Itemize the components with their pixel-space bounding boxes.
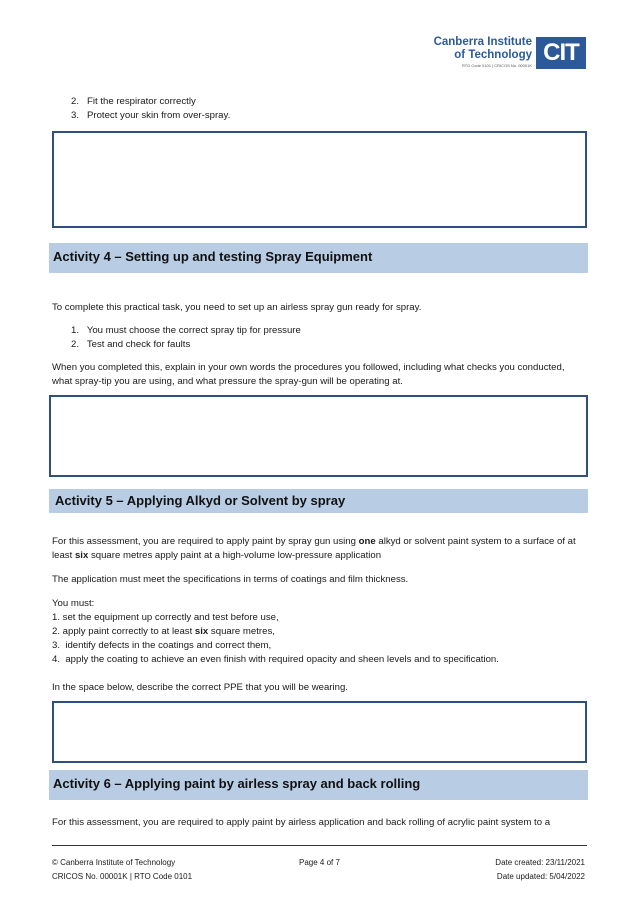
activity-5-must-3: 3. identify defects in the coatings and correct them, — [52, 640, 272, 651]
activity-5-para-1-line-2-a: least — [52, 550, 75, 561]
activity-4-heading-text: Activity 4 – Setting up and testing Spray Equipment — [53, 249, 373, 264]
activity-5-ppe-prompt: In the space below, describe the correct PPE that you will be wearing. — [52, 682, 348, 693]
activity-4-step-1: 1. You must choose the correct spray tip for pressure — [71, 325, 301, 336]
activity-5-para-2: The application must meet the specifications in terms of coatings and film thickness. — [52, 574, 409, 585]
activity-4-instruction-line-2: what spray-tip you are using, and what pressure the spray-gun will be operating at. — [52, 376, 403, 387]
activity-5-para-1-line-1-a: For this assessment, you are required to apply paint by spray gun using — [52, 536, 359, 547]
activity-5-must-2 — [52, 625, 275, 638]
activity-5-must-2-a: 2. apply paint correctly to at least — [52, 626, 195, 637]
activity-5-para-1-line-2 — [52, 549, 381, 562]
activity-6-intro: For this assessment, you are required to apply paint by airless application and back rolling of acrylic paint system to a — [52, 817, 551, 828]
footer-cricos: CRICOS No. 00001K | RTO Code 0101 — [52, 872, 193, 881]
activity-6-heading-text: Activity 6 – Applying paint by airless spray and back rolling — [53, 776, 421, 791]
activity-5-para-1-line-1-b: alkyd or solvent paint system to a surface of at — [375, 536, 576, 547]
answer-box-activity-5[interactable] — [52, 701, 587, 763]
footer-copyright: © Canberra Institute of Technology — [52, 858, 176, 867]
answer-box-activity-3[interactable] — [52, 131, 587, 228]
cit-logo — [430, 34, 590, 74]
activity-4-step-2: 2. Test and check for faults — [71, 339, 191, 350]
activity-5-para-1-line-1 — [52, 535, 576, 548]
activity-4-intro: To complete this practical task, you need to set up an airless spray gun ready for spray. — [52, 302, 422, 313]
footer-page-number: Page 4 of 7 — [299, 858, 340, 867]
logo-code-line: RTO Code 0101 | CRICOS No. 00001K — [461, 63, 532, 68]
activity-4-instruction-line-1: When you completed this, explain in your own words the procedures you followed, including what checks you conducted, — [52, 362, 565, 373]
intro-list-item-3: 3. Protect your skin from over-spray. — [71, 110, 231, 121]
activity-5-must-2-bold: six — [194, 626, 209, 637]
logo-line-1: Canberra Institute — [433, 36, 532, 48]
footer-rule — [52, 845, 587, 846]
footer-date-updated: Date updated: 5/04/2022 — [496, 872, 585, 881]
activity-6-heading — [49, 770, 588, 800]
activity-5-heading-text: Activity 5 – Applying Alkyd or Solvent by spray — [55, 493, 346, 508]
logo-mark — [536, 37, 586, 69]
answer-box-activity-4[interactable] — [49, 395, 588, 477]
activity-5-para-1-line-2-b: square metres apply paint at a high-volume low-pressure application — [88, 550, 382, 561]
activity-5-must-4: 4. apply the coating to achieve an even finish with required opacity and sheen levels and to specification. — [52, 654, 499, 665]
intro-list-item-2: 2. Fit the respirator correctly — [71, 96, 196, 107]
logo-line-2: of Technology — [454, 49, 532, 61]
activity-5-heading — [49, 489, 588, 513]
activity-5-para-1-line-2-bold: six — [74, 550, 89, 561]
logo-mark-text: CIT — [543, 39, 579, 66]
footer-date-created: Date created: 23/11/2021 — [495, 858, 585, 867]
activity-5-must-2-b: square metres, — [208, 626, 275, 637]
activity-4-heading — [49, 243, 588, 273]
activity-5-must-label: You must: — [52, 598, 95, 609]
activity-5-para-1-line-1-bold: one — [358, 536, 376, 547]
activity-5-must-1: 1. set the equipment up correctly and test before use, — [52, 612, 279, 623]
